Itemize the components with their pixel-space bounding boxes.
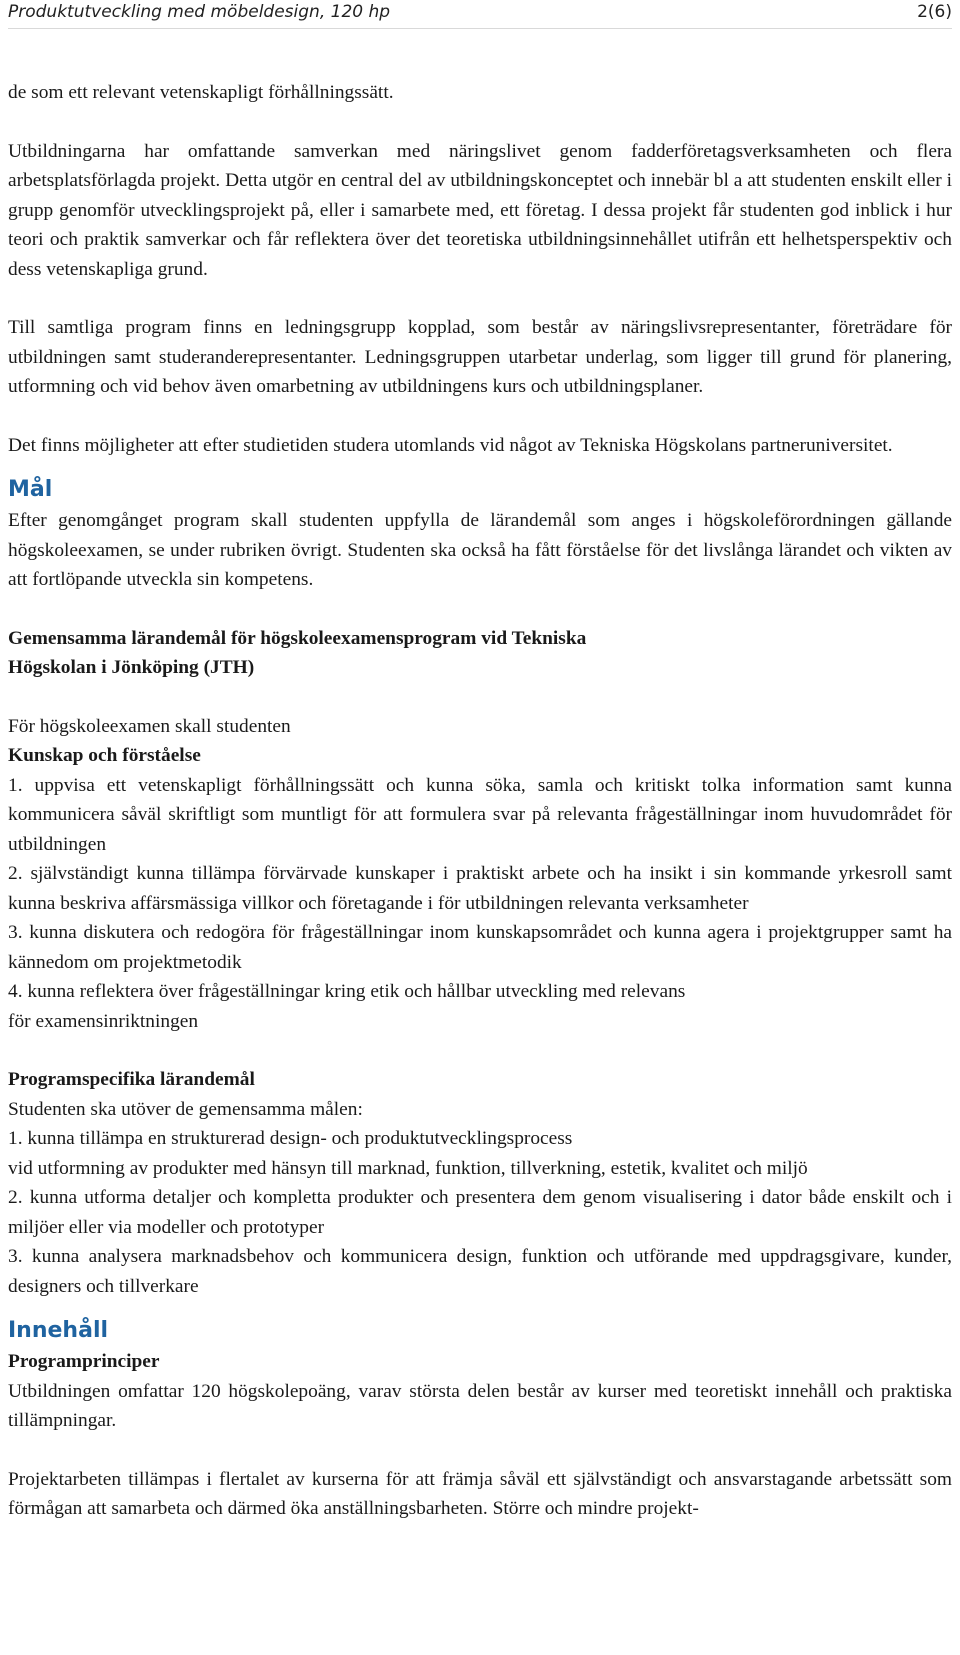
knowledge-heading: Kunskap och förståelse: [8, 745, 201, 766]
specific-goals-intro: Studenten ska utöver de gemensamma målen:: [8, 1098, 363, 1120]
common-goals-intro: För högskoleexamen skall studenten: [8, 715, 291, 737]
page-header: [8, 0, 952, 29]
specific-item: 2. kunna utforma detaljer och kompletta produkter och presentera dem genom visualisering i dator både enskilt och i miljöer eller via modeller och prototyper: [8, 1187, 952, 1238]
knowledge-item: 2. självständigt kunna tillämpa förvärvade kunskaper i praktiskt arbete och ha insikt i sin kommande yrkesroll samt kunna beskriva affärsmässiga villkor och företagande i för utbildningen relevanta verksamheter: [8, 863, 952, 914]
paragraph-steering-group: Till samtliga program finns en ledningsgrupp kopplad, som består av näringslivsrepresentanter, företrädare för utbildningen samt studeranderepresentanter. Ledningsgruppen utarbetar underlag, som ligger till grund för planering, utformning och vid behov även omarbetning av utbildningens kurs och utbildningsplaner.: [8, 317, 952, 397]
knowledge-item: för examensinriktningen: [8, 1010, 199, 1032]
paragraph-principles: Utbildningen omfattar 120 högskolepoäng, varav största delen består av kurser med teoretiskt innehåll och praktiska tillämpningar.: [8, 1380, 952, 1431]
page-body: [8, 78, 952, 1524]
section-heading-innehall: Innehåll: [8, 1318, 109, 1343]
section-heading-mal: Mål: [8, 477, 53, 502]
principles-heading: Programprinciper: [8, 1351, 160, 1372]
paragraph-cooperation: Utbildningarna har omfattande samverkan med näringslivet genom fadderföretagsverksamheten och flera arbetsplatsförlagda projekt. Detta utgör en central del av utbildningskonceptet och innebär bl a att studenten enskilt eller i grupp genomför utvecklingsprojekt på, eller i samarbete med, ett företag. I dessa projekt får studenten god inblick i hur teori och praktik samverkar och får reflektera över det teoretiska utbildningsinnehållet utifrån ett helhetsperspektiv och dess vetenskapliga grund.: [8, 140, 952, 280]
knowledge-item: 4. kunna reflektera över frågeställningar kring etik och hållbar utveckling med relevans: [8, 981, 686, 1002]
specific-item: vid utformning av produkter med hänsyn till marknad, funktion, tillverkning, estetik, kvalitet och miljö: [8, 1157, 808, 1179]
specific-item: 1. kunna tillämpa en strukturerad design- och produktutvecklingsprocess: [8, 1128, 573, 1149]
paragraph-intro-continuation: de som ett relevant vetenskapligt förhållningssätt.: [8, 82, 394, 103]
common-goals-heading-line1: Gemensamma lärandemål för högskoleexamensprogram vid Tekniska: [8, 627, 587, 649]
knowledge-item: 3. kunna diskutera och redogöra för frågeställningar inom kunskapsområdet och kunna agera i projektgrupper samt ha kännedom om projektmetodik: [8, 922, 952, 973]
paragraph-goals: Efter genomgånget program skall studenten uppfylla de lärandemål som anges i högskoleförordningen gällande högskoleexamen, se under rubriken övrigt. Studenten ska också ha fått förståelse för det livslånga lärandet och vikten av att fortlöpande utveckla sin kompetens.: [8, 510, 952, 590]
header-title: Produktutveckling med möbeldesign, 120 hp: [8, 2, 391, 22]
specific-item: 3. kunna analysera marknadsbehov och kommunicera design, funktion och utförande med uppdragsgivare, kunder, designers och tillverkare: [8, 1246, 952, 1297]
common-goals-heading-line2: Högskolan i Jönköping (JTH): [8, 657, 255, 678]
knowledge-item: 1. uppvisa ett vetenskapligt förhållningssätt och kunna söka, samla och kritiskt tolka information samt kunna kommunicera såväl skriftligt som muntligt för att formulera svar på relevanta frågeställningar inom huvudområdet för utbildningen: [8, 774, 952, 855]
page-number: 2(6): [917, 2, 952, 22]
paragraph-projects: Projektarbeten tillämpas i flertalet av kurserna för att främja såväl ett självständigt och ansvarstagande arbetssätt som förmågan att samarbeta och därmed öka anställningsbarheten. Större och mindre projekt-: [8, 1468, 952, 1519]
specific-goals-heading: Programspecifika lärandemål: [8, 1069, 255, 1090]
paragraph-study-abroad: Det finns möjligheter att efter studietiden studera utomlands vid något av Tekniska Högskolans partneruniversitet.: [8, 434, 893, 456]
